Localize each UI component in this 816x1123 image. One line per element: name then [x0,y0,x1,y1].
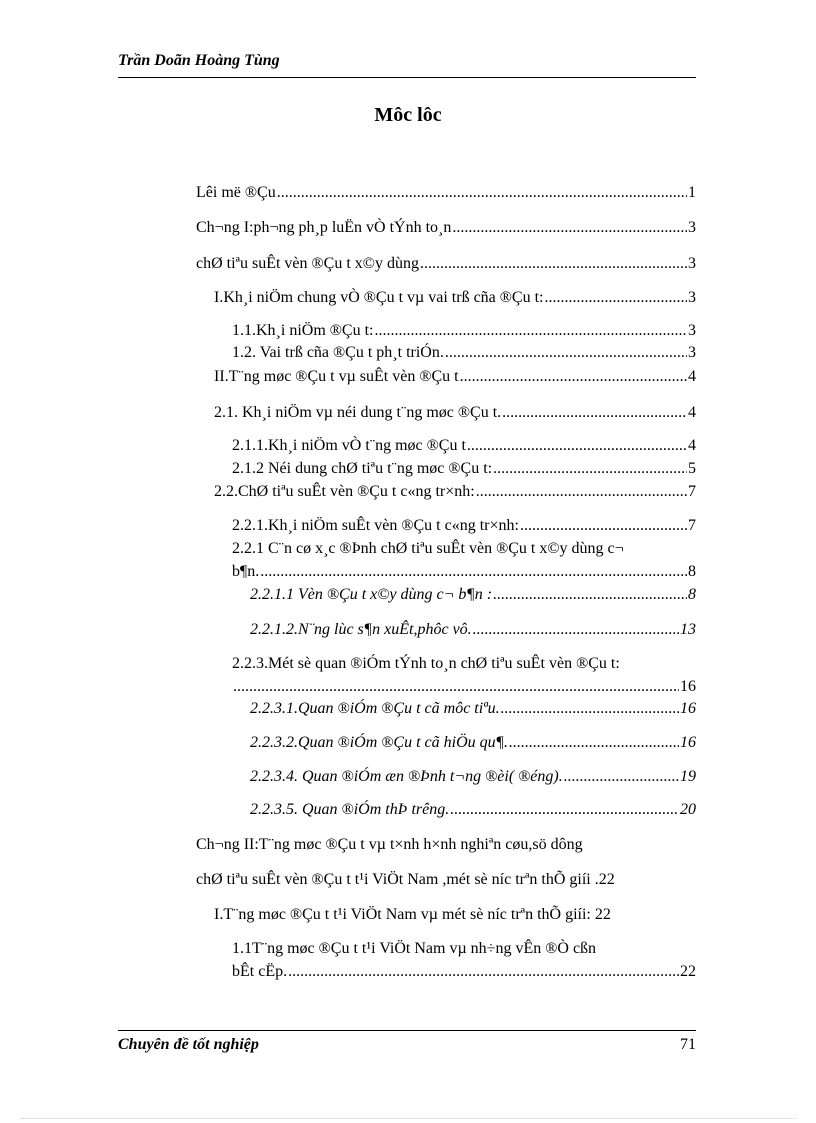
toc-entry-text: Lêi më ®Çu [196,184,276,201]
toc-entry-page: 7 [688,483,696,500]
toc-entry-text: bÊt cËp. [232,963,288,980]
page-edge-divider [20,1118,796,1119]
toc-entry-text: 2.2.ChØ tiªu suÊt vèn ®Çu t c«ng tr×nh: [214,483,475,500]
toc-entry-text: 2.1.1.Kh¸i niÖm vÒ t¨ng møc ®Çu t [232,437,466,454]
toc-entry-page: 3 [688,219,696,236]
toc-leader [375,321,688,341]
toc-entry-page: 5 [688,460,696,477]
toc-entry [196,870,696,890]
toc-leader [509,733,679,753]
toc-leader [545,288,688,308]
toc-entry [250,585,696,605]
toc-entry [250,620,696,640]
toc-entry-text: I.Kh¸i niÖm chung vÒ ®Çu t vµ vai trß cña ®Çu t: [214,289,544,306]
toc-entry-text: Ch¬ng II:T¨ng møc ®Çu t vµ t×nh h×nh nghiªn cøu,sö dông [196,836,583,853]
toc-entry-page: 19 [680,768,696,785]
toc-entry [196,183,696,203]
toc-entry-text: 2.1.2 Néi dung chØ tiªu t¨ng møc ®Çu t: [232,460,493,477]
toc-entry-text: 2.2.3.5. Quan ®iÓm thÞ trêng. [250,801,450,818]
toc-leader [233,677,679,697]
toc-entry-page: 16 [680,678,696,695]
toc-entry-text: I.T¨ng møc ®Çu t t¹i ViÖt Nam vµ mét sè níc trªn thÕ giíi: 22 [214,906,611,923]
toc-leader [277,183,687,203]
toc-entry [214,367,696,387]
toc-entry [232,343,696,363]
toc-entry-text: 2.2.1.2.N¨ng lùc s¶n xuÊt,phôc vô. [250,621,472,638]
footer-label: Chuyên đề tốt nghiệp [118,1036,259,1053]
toc-entry-text: 2.2.3.4. Quan ®iÓm æn ®Þnh t¬ng ®èi( ®éng). [250,768,563,785]
toc-leader [520,516,687,536]
toc-entry-page: 8 [688,586,696,603]
toc-leader [260,562,687,582]
toc-leader [467,436,687,456]
toc-entry-text: chØ tiªu suÊt vèn ®Çu t t¹i ViÖt Nam ,mét sè níc trªn thÕ giíi .22 [196,871,615,888]
toc-leader [493,459,687,479]
toc-entry-text: 2.2.1.1 Vèn ®Çu t x©y dùng c¬ b¶n : [250,586,493,603]
toc-entry [232,516,696,536]
toc-entry-page: 22 [680,963,696,980]
page-number: 71 [680,1036,696,1053]
toc-entry-text: 2.2.3.Mét sè quan ®iÓm tÝnh to¸n chØ tiªu suÊt vèn ®Çu t: [232,655,620,672]
toc-entry [196,835,696,855]
toc-entry [232,939,696,959]
toc-entry-text: 2.1. Kh¸i niÖm vµ néi dung t¨ng møc ®Çu t. [214,404,502,421]
toc-leader [473,620,679,640]
toc-entry [232,654,696,674]
toc-entry [232,562,696,582]
toc-entry [250,800,696,820]
toc-entry-page: 20 [680,801,696,818]
toc-leader [501,699,679,719]
toc-leader [502,403,687,423]
toc-entry-text: 2.2.1.Kh¸i niÖm suÊt vèn ®Çu t c«ng tr×nh: [232,517,519,534]
toc-entry [214,288,696,308]
toc-leader [452,218,687,238]
toc-entry [232,677,696,697]
toc-leader [445,343,687,363]
toc-entry [232,539,696,559]
toc-entry-page: 7 [688,517,696,534]
toc-leader [493,585,687,605]
toc-leader [476,482,687,502]
toc-entry [250,733,696,753]
toc-entry-text: b¶n. [232,563,260,580]
page-title: Môc lôc [374,104,442,126]
toc-entry [214,403,696,423]
toc-entry-page: 4 [688,404,696,421]
toc-entry-text: Ch¬ng I:ph¬ng ph¸p luËn vÒ tÝnh to¸n [196,219,452,236]
toc-entry [232,321,696,341]
toc-leader [460,367,687,387]
toc-entry-page: 4 [688,437,696,454]
toc-leader [420,254,687,274]
toc-entry-text: 2.2.3.2.Quan ®iÓm ®Çu t cã hiÖu qu¶. [250,734,509,751]
toc-entry-page: 3 [688,255,696,272]
toc-entry-page: 3 [688,322,696,339]
toc-entry-page: 3 [688,344,696,361]
toc-entry-text: 2.2.1 C¨n cø x¸c ®Þnh chØ tiªu suÊt vèn ®Çu t x©y dùng c¬ [232,540,624,557]
header-author: Trần Doãn Hoàng Tùng [118,52,280,69]
footer-rule [118,1030,696,1031]
toc-entry-text: 2.2.3.1.Quan ®iÓm ®Çu t cã môc tiªu. [250,700,500,717]
toc-leader [288,962,679,982]
toc-entry-text: chØ tiªu suÊt vèn ®Çu t x©y dùng [196,255,419,272]
toc-entry [250,699,696,719]
toc-entry [232,459,696,479]
toc-entry-text: II.T¨ng møc ®Çu t vµ suÊt vèn ®Çu t [214,368,459,385]
toc-leader [564,767,679,787]
toc-entry-page: 16 [680,734,696,751]
toc-entry [196,254,696,274]
toc-entry-page: 8 [688,563,696,580]
toc-entry-text: 1.2. Vai trß cña ®Çu t ph¸t triÓn. [232,344,444,361]
toc-entry-text: 1.1.Kh¸i niÖm ®Çu t: [232,322,374,339]
toc-entry [214,482,696,502]
toc-entry-page: 1 [688,184,696,201]
toc-entry-page: 4 [688,368,696,385]
toc-entry-text: 1.1T¨ng møc ®Çu t t¹i ViÖt Nam vµ nh÷ng vÊn ®Ò cßn [232,940,597,957]
toc-entry [214,905,696,925]
toc-entry-page: 3 [688,289,696,306]
toc-entry-page: 13 [680,621,696,638]
toc-entry [196,218,696,238]
toc-entry-page: 16 [680,700,696,717]
toc-entry [250,767,696,787]
toc-leader [450,800,679,820]
toc-entry [232,436,696,456]
header-rule [118,77,696,78]
toc-entry [232,962,696,982]
